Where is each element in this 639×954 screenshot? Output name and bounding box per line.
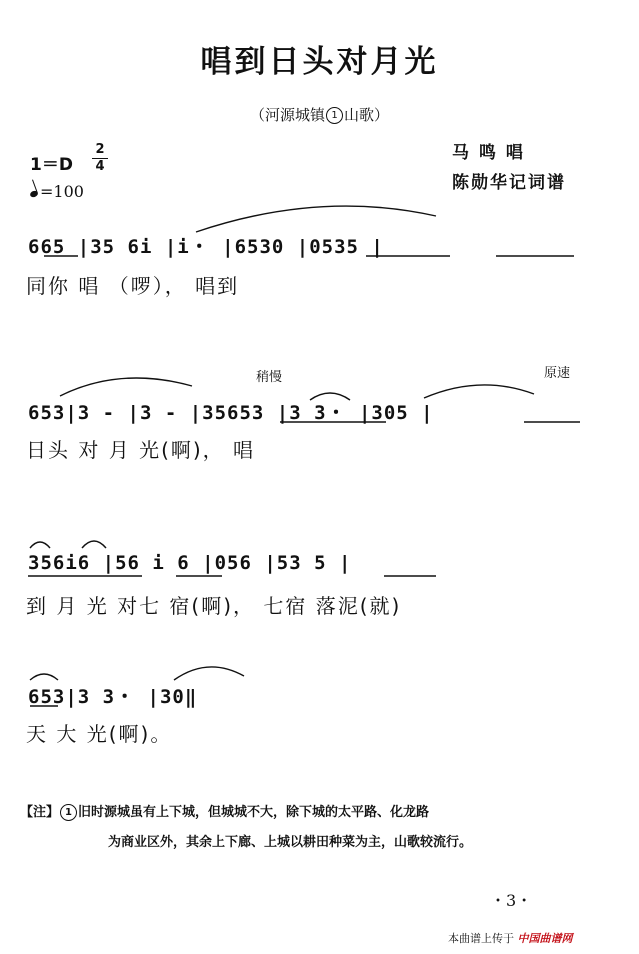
song-title: 唱到日头对月光 xyxy=(200,44,439,80)
upload-prefix: 本曲谱上传于 xyxy=(448,932,514,945)
site-logo: 中国曲谱网 xyxy=(517,932,573,945)
notation-line-4: 653|3 3・ |30‖ xyxy=(28,686,198,708)
footnote xyxy=(20,798,472,858)
footnote-text-2: 为商业区外，其余上下廊、上城以耕田种菜为主，山歌较流行。 xyxy=(108,835,473,850)
footnote-line-1 xyxy=(20,798,472,828)
slur-line-2 xyxy=(60,378,192,396)
singer-credit: 马 鸣 唱 xyxy=(452,143,525,163)
slur-line-2b xyxy=(310,393,350,400)
footnote-ref-marker: 1 xyxy=(326,107,343,124)
notation-line-3: 356i6 |56 i 6 |056 |53 5 | xyxy=(28,552,352,574)
slur-line-4 xyxy=(30,674,58,680)
page-number: ・3・ xyxy=(490,891,533,910)
subtitle-close: 山歌） xyxy=(344,106,390,124)
slur-line-2c xyxy=(424,385,534,398)
lyrics-line-2: 日头 对 月 光(啊)， 唱 xyxy=(26,438,256,462)
notation-line-2: 653|3 - |3 - |35653 |3 3・ |305 | xyxy=(28,402,434,424)
slur-line-3b xyxy=(82,541,106,548)
footnote-label: 【注】 xyxy=(20,805,60,820)
tempo-mark-slower: 稍慢 xyxy=(256,370,283,385)
lyrics-line-3: 到 月 光 对七 宿(啊)， 七宿 落泥(就) xyxy=(26,594,402,618)
footnote-text-1: 旧时源城虽有上下城，但城城不大，除下城的太平路、化龙路 xyxy=(78,805,430,820)
lyrics-line-4: 天 大 光(啊)。 xyxy=(26,722,173,746)
subtitle-open: （河源城镇 xyxy=(249,106,325,124)
slur-line-1 xyxy=(196,206,436,232)
time-signature-bottom: 4 xyxy=(95,159,105,174)
footnote-number: 1 xyxy=(60,804,77,821)
time-signature-top: 2 xyxy=(95,142,105,157)
notation-line-1: 665 |35 6i |i・ |6530 |0535 | xyxy=(28,236,384,258)
upload-footer xyxy=(448,930,573,946)
tempo-value: =100 xyxy=(40,182,84,201)
lyrics-line-1: 同你 唱 （啰）， 唱到 xyxy=(26,274,240,298)
slur-line-3a xyxy=(30,542,50,548)
recorder-credit: 陈勋华记词谱 xyxy=(452,173,566,193)
slur-line-4b xyxy=(174,667,244,680)
tempo-mark-original: 原速 xyxy=(544,366,571,381)
key-signature: 1＝D xyxy=(30,155,73,175)
